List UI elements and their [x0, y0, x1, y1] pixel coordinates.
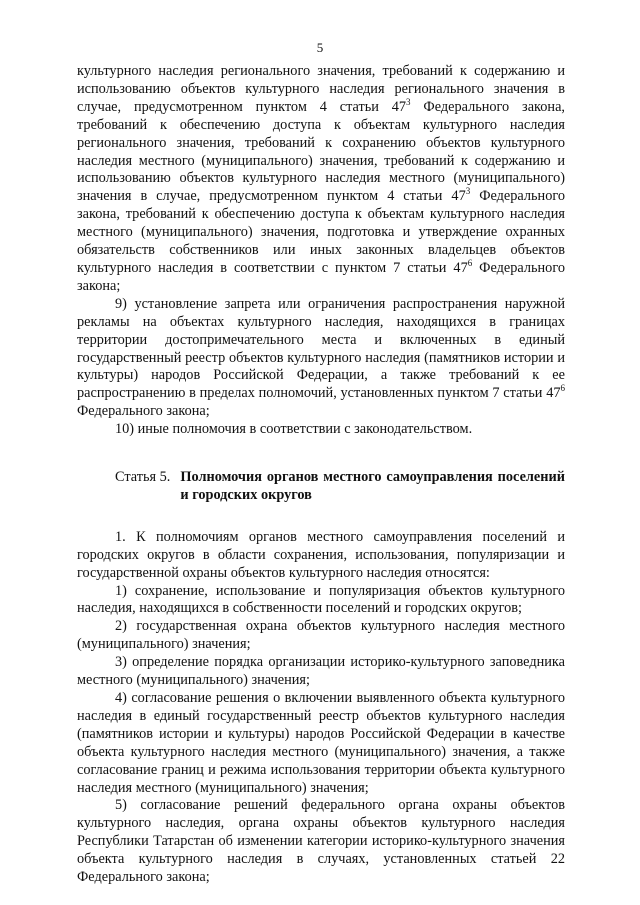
- paragraph-item-5: 5) согласование решений федерального органа охраны объектов культурного наследия, органа охраны объектов культурного наследия Республики Татарстан об изменении категории историко-культурного значения объекта культурного наследия в случаях, установленных статьей 22 Федерального закона;: [77, 797, 565, 886]
- page-number: 5: [316, 40, 324, 55]
- paragraph-item-9: 9) установление запрета или ограничения распространения наружной рекламы на объектах культурного наследия, находящихся в границах территории достопримечательного места и включенных в единый государственный реестр объектов культурного наследия (памятников истории и культуры) народов Российской Федерации, а также требований к ее распространению в пределах полномочий, установленных пунктом 7 статьи $47^6$ Федерального закона;: [77, 295, 565, 420]
- article-number: Статья 5.: [115, 469, 171, 486]
- paragraph-item-3: 3) определение порядка организации историко-культурного заповедника местного (муниципального) значения;: [77, 654, 565, 689]
- paragraph-continuation: культурного наследия регионального значения, требований к содержанию и использованию объектов культурного наследия регионального значения в случае, предусмотренном пунктом 4 статьи $47^3$ Федерального закона, требований к обеспечению доступа к объектам культурного наследия регионального значения, требований к сохранению объектов культурного наследия местного (муниципального) значения, требований к содержанию и использованию объектов культурного наследия местного (муниципального) значения в случае, предусмотренном пунктом 4 статьи $47^3$ Федерального закона, требований к обеспечению доступа к объектам культурного наследия местного (муниципального) значения, подготовка и утверждение охранных обязательств собственников или иных законных владельцев объектов культурного наследия в соответствии с пунктом 7 статьи $47^6$ Федерального закона;: [77, 63, 565, 294]
- paragraph-clause-1: 1. К полномочиям органов местного самоуправления поселений и городских округов в области сохранения, использования, популяризации и государственной охраны объектов культурного наследия относятся:: [77, 528, 565, 581]
- article-title: Полномочия органов местного самоуправления поселений и городских округов: [180, 469, 565, 503]
- document-body: [77, 63, 565, 887]
- superscript: 3: [406, 96, 411, 107]
- superscript: 6: [467, 257, 473, 268]
- paragraph-item-10: 10) иные полномочия в соответствии с законодательством.: [115, 421, 473, 438]
- superscript: 6: [560, 383, 565, 394]
- paragraph-item-4: 4) согласование решения о включении выявленного объекта культурного наследия в единый государственный реестр объектов культурного наследия (памятников истории и культуры) народов Российской Федерации в качестве объекта культурного наследия местного (муниципального) значения, а также согласование границ и режима использования территории объекта культурного наследия местного (муниципального) значения;: [77, 690, 565, 796]
- paragraph-item-2: 2) государственная охрана объектов культурного наследия местного (муниципального) значения;: [77, 618, 565, 653]
- paragraph-item-1: 1) сохранение, использование и популяризация объектов культурного наследия, находящихся в собственности поселений и городских округов;: [77, 582, 565, 617]
- article-heading: [115, 469, 565, 505]
- superscript: 3: [465, 186, 471, 197]
